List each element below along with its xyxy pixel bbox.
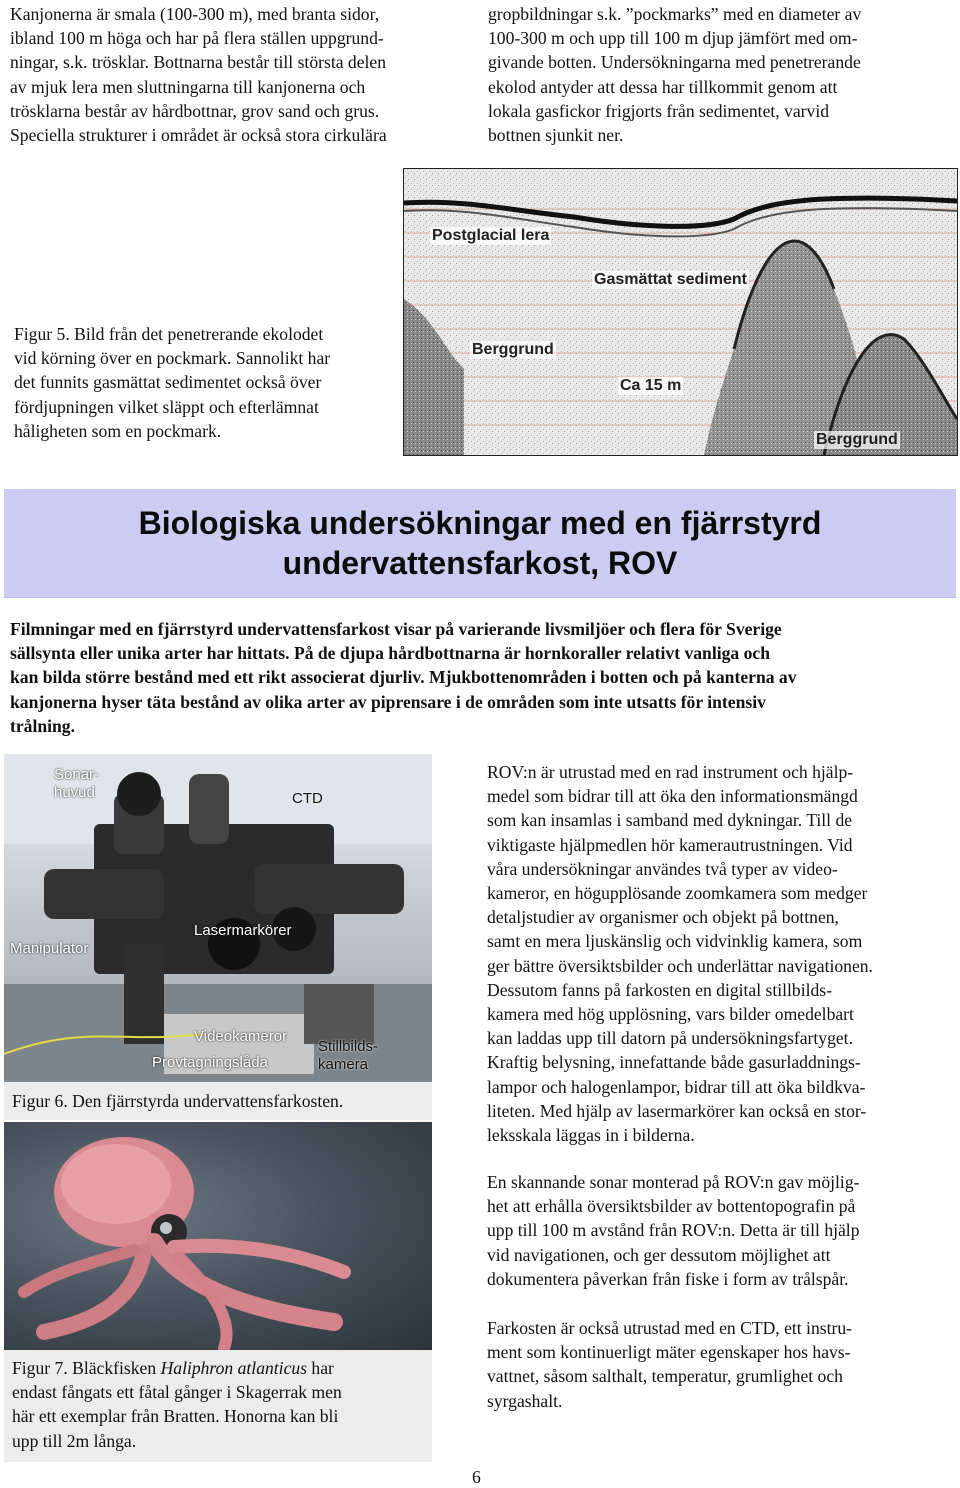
intro-text-right [488,2,950,147]
caption-prefix: Figur 7. Bläckfisken [12,1358,161,1378]
page-number: 6 [472,1467,481,1487]
label-ctd: CTD [292,790,323,807]
echogram-graphic [404,169,957,455]
text-line: kan laddas upp till datorn på undersökningsfartyget. [487,1028,853,1049]
label-video-cameras: Videokameror [194,1028,288,1045]
text-line: viktigaste hjälpmedlen hör kamerautrustningen. Vid [487,834,853,855]
body-paragraph-3 [487,1316,953,1413]
text-line: dokumentera påverkan från fiske i form av trålspår. [487,1268,849,1289]
text-line: 100-300 m och upp till 100 m djup jämfört med om- [488,28,858,49]
text-line: av mjuk lera men sluttningarna till kanjonerna och [10,76,366,97]
figure-5-caption [4,316,399,454]
label-postglacial-clay: Postglacial lera [432,227,550,244]
text-line: lokala gasfickor frigjorts från sedimentet, varvid [488,100,830,121]
text-line: bottnen sjunkit ner. [488,125,624,146]
text-line: sällsynta eller unika arter har hittats. På de djupa hårdbottnarna är hornkoraller relativt vanliga och [10,643,770,664]
text-line: Kraftig belysning, innefattande både gasurladdnings- [487,1052,861,1073]
text-line: syrgashalt. [487,1390,563,1411]
label-laser-markers: Lasermarkörer [194,922,292,939]
rov-photo [4,754,432,1082]
caption-line: håligheten som en pockmark. [14,420,222,441]
text-line: liteten. Med hjälp av lasermarkörer kan också en stor- [487,1100,867,1121]
text-line: våra undersökningar användes två typer av video- [487,858,838,879]
section-heading-banner [4,489,956,598]
text-line: Filmningar med en fjärrstyrd undervattensfarkost visar på varierande livsmiljöer och flera för Sverige [10,619,782,639]
text-line: trösklarna består av hårdbottnar, grov sand och grus. [10,100,380,121]
text-line: En skannande sonar monterad på ROV:n gav möjlig- [487,1172,860,1192]
text-line: kan bilda större bestånd med ett rikt associerat djurliv. Mjukbottenområden i botten och på kanterna av [10,667,797,688]
text-line: ekolod antyder att dessa har tillkommit genom att [488,76,838,97]
caption-line: här ett exemplar från Bratten. Honorna kan bli [12,1406,339,1427]
heading-line-1: Biologiska undersökningar med en fjärrstyrd [138,505,822,541]
echogram-image [403,168,958,456]
label-still-camera: Stillbilds- kamera [318,1038,379,1073]
text-line: ger bättre översiktsbilder och underlättar navigationen. [487,955,873,976]
caption-line [12,1356,424,1380]
body-paragraph-1 [487,760,953,1147]
text-line: het att erhålla översiktsbilder av bottentopografin på [487,1196,856,1217]
caption-line: det funnits gasmättat sedimentet också över [14,372,322,393]
text-line: vid navigationen, och ger dessutom möjlighet att [487,1244,831,1265]
caption-line: upp till 2m långa. [12,1430,137,1451]
caption-line: Figur 5. Bild från det penetrerande ekolodet [14,324,324,344]
label-manipulator: Manipulator [10,940,89,957]
body-paragraph-2 [487,1170,953,1291]
text-line: kamera med hög upplösning, vars bilder omedelbart [487,1004,854,1025]
figure-7-caption [4,1350,432,1462]
text-line: kameror, en högupplösande zoomkamera som medger [487,883,868,904]
text-line: lampor och halogenlampor, bidrar till att öka bildkva- [487,1076,866,1097]
label-sampling-box: Provtagningslåda [152,1054,268,1071]
section-heading [139,503,822,583]
text-line: medel som bidrar till att öka den informationsmängd [487,786,858,807]
octopus-photo [4,1122,432,1350]
label-depth: Ca 15 m [620,377,682,394]
text-line: trålning. [10,715,76,736]
intro-text-left [10,2,472,147]
caption-line: vid körning över en pockmark. Sannolikt har [14,348,331,369]
text-line: gropbildningar s.k. ”pockmarks” med en diameter av [488,4,862,24]
caption-suffix: har [307,1358,334,1378]
text-line: givande botten. Undersökningarna med penetrerande [488,52,861,73]
text-line: vattnet, såsom salthalt, temperatur, grumlighet och [487,1366,843,1387]
text-line: Kanjonerna är smala (100-300 m), med branta sidor, [10,4,380,24]
lead-paragraph [10,617,950,738]
heading-line-2: undervattensfarkost, ROV [282,545,678,581]
text-line: ment som kontinuerligt mäter egenskaper hos havs- [487,1342,851,1363]
caption-line: fördjupningen vilket släppt och efterlämnat [14,396,319,417]
label-sonar-head: Sonar- huvud [54,766,100,801]
species-name: Haliphron atlanticus [160,1358,308,1378]
text-line: ibland 100 m höga och har på flera ställen uppgrund- [10,28,384,49]
text-line: detaljstudier av organismer och objekt på bottnen, [487,907,839,928]
text-line: ROV:n är utrustad med en rad instrument och hjälp- [487,762,854,782]
label-bedrock-2: Berggrund [816,431,898,448]
text-line: Dessutom fanns på farkosten en digital stillbilds- [487,979,832,1000]
text-line: ningar, s.k. trösklar. Bottnarna består till största delen [10,52,387,73]
text-line: som kan insamlas i samband med dykningar. Till de [487,810,853,831]
figure-6-caption [4,1082,432,1120]
caption-text: Figur 6. Den fjärrstyrda undervattensfarkosten. [12,1091,344,1111]
text-line: leksskala läggas in i bilderna. [487,1125,695,1146]
text-line: samt en mera ljuskänslig och vidvinklig kamera, som [487,931,863,952]
text-line: upp till 100 m avstånd från ROV:n. Detta är till hjälp [487,1220,860,1241]
text-line: Speciella strukturer i området är också stora cirkulära [10,125,387,146]
caption-line: endast fångats ett fåtal gånger i Skagerrak men [12,1382,342,1403]
label-gas-sediment: Gasmättat sediment [594,271,747,288]
octopus-graphic [4,1122,432,1350]
label-bedrock-1: Berggrund [472,341,554,358]
text-line: Farkosten är också utrustad med en CTD, ett instru- [487,1318,852,1338]
text-line: kanjonerna hyser täta bestånd av olika arter av piprensare i de områden som inte utsatts för intensiv [10,691,766,712]
